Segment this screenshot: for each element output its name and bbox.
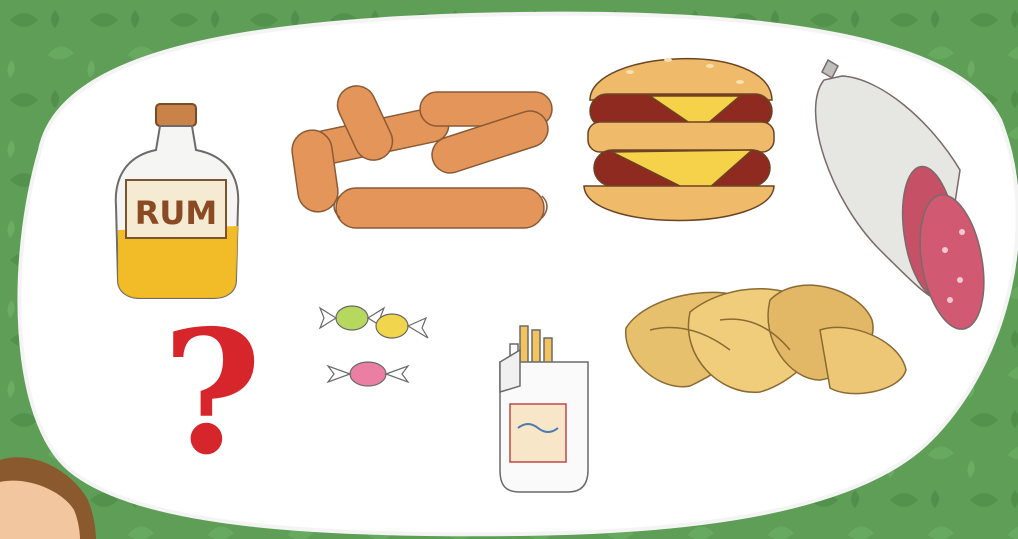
bottle-label: RUM <box>134 194 218 232</box>
question-mark-icon: ? <box>162 293 262 493</box>
cheeseburger-icon <box>584 58 774 221</box>
